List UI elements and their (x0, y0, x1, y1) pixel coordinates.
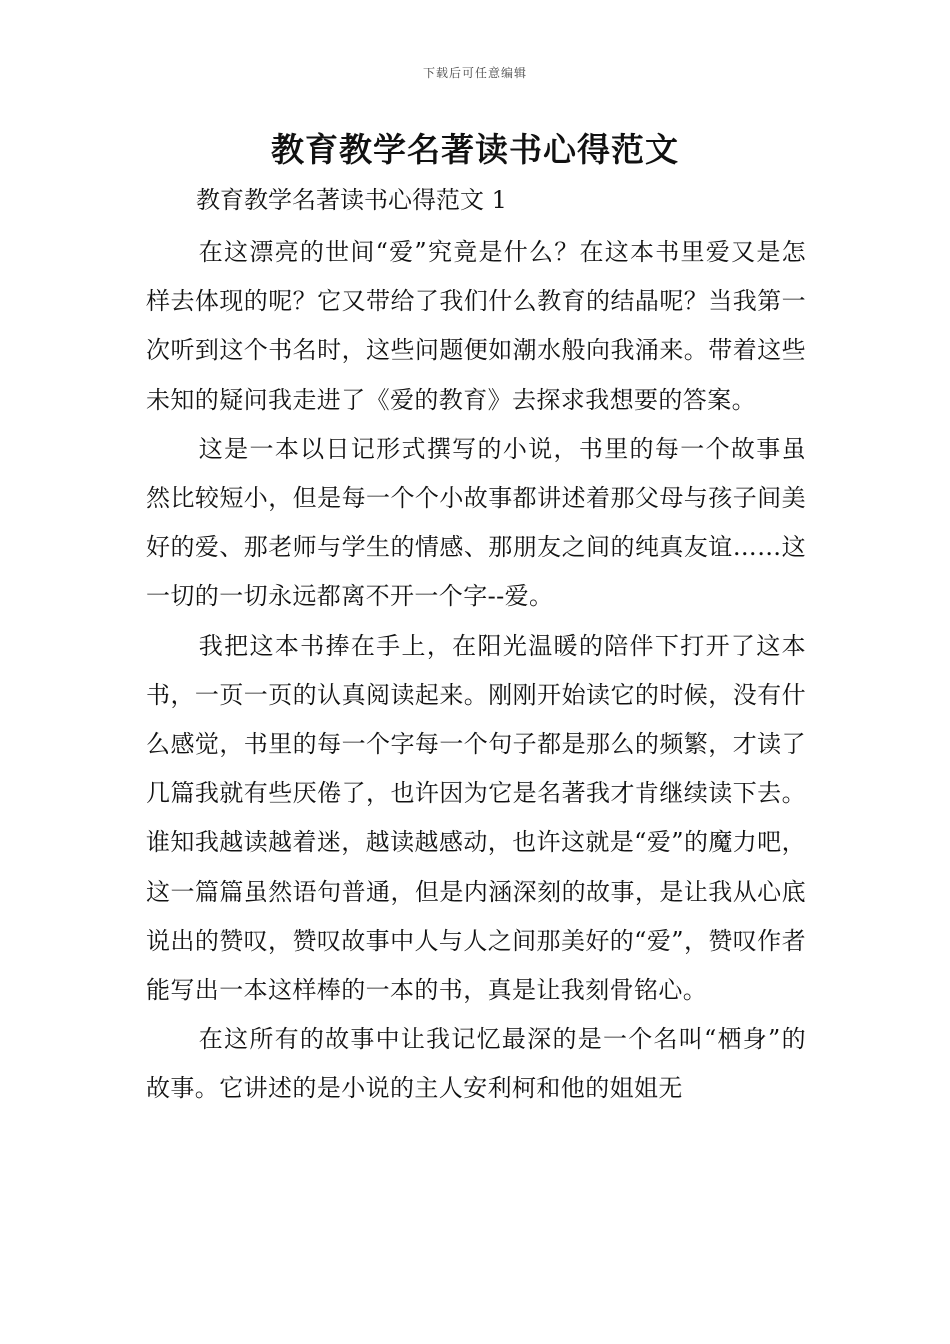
paragraph-3: 我把这本书捧在手上，在阳光温暖的陪伴下打开了这本书，一页一页的认真阅读起来。刚刚开始读它的时候，没有什么感觉，书里的每一个字每一个句子都是那么的频繁，才读了几篇我就有些厌倦了，也许因为它是名著我才肯继续读下去。谁知我越读越着迷，越读越感动，也许这就是“爱”的魔力吧，这一篇篇虽然语句普通，但是内涵深刻的故事，是让我从心底说出的赞叹，赞叹故事中人与人之间那美好的“爱”，赞叹作者能写出一本这样棒的一本的书，真是让我刻骨铭心。 (146, 631, 806, 1005)
paragraph-1: 在这漂亮的世间“爱”究竟是什么？在这本书里爱又是怎样去体现的呢？它又带给了我们什么教育的结晶呢？当我第一次听到这个书名时，这些问题便如潮水般向我涌来。带着这些未知的疑问我走进了《爱的教育》去探求我想要的答案。 (146, 238, 806, 414)
document-body (146, 228, 806, 1114)
paragraph-4: 在这所有的故事中让我记忆最深的是一个名叫“栖身”的故事。它讲述的是小说的主人安利柯和他的姐姐无 (146, 1025, 806, 1103)
document-title: 教育教学名著读书心得范文 (271, 130, 679, 169)
paragraph-2: 这是一本以日记形式撰写的小说，书里的每一个故事虽然比较短小，但是每一个个小故事都讲述着那父母与孩子间美好的爱、那老师与学生的情感、那朋友之间的纯真友谊……这一切的一切永远都离不开一个字--爱。 (146, 434, 806, 611)
section-subtitle: 教育教学名著读书心得范文 1 (196, 186, 507, 214)
header-note: 下载后可任意编辑 (422, 66, 527, 80)
